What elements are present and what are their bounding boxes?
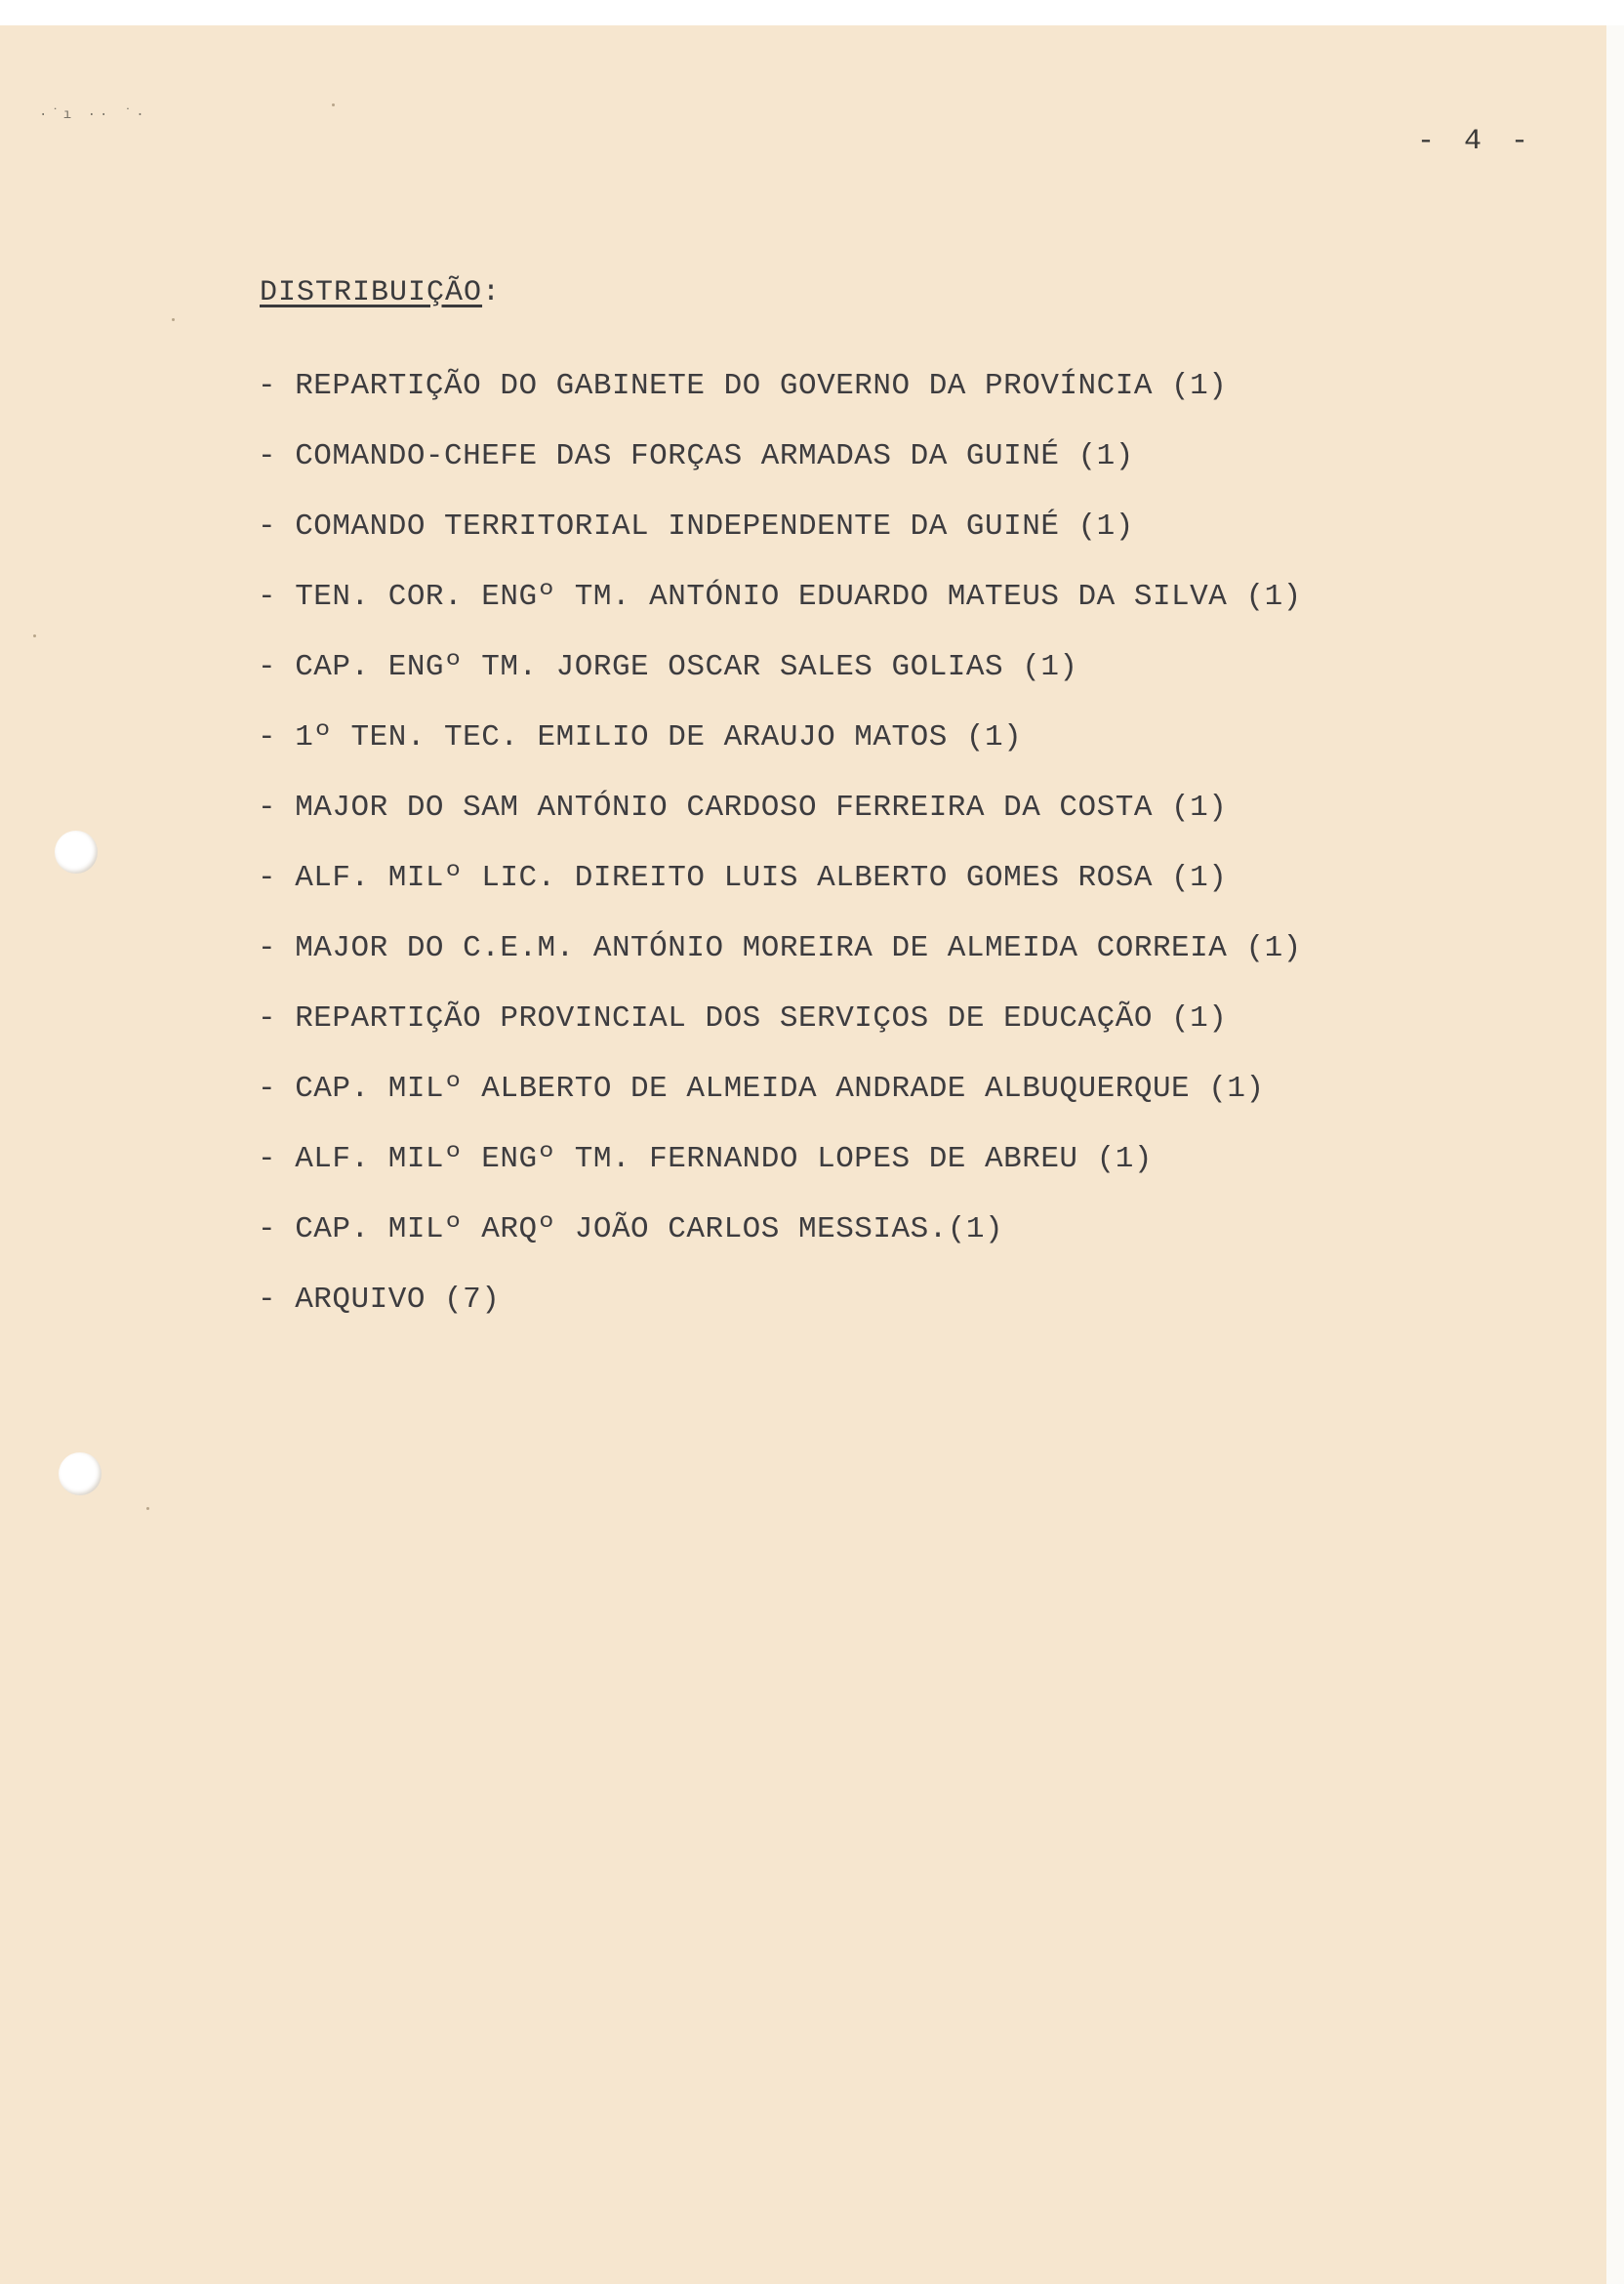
stray-ink-marks: ·˙ı ·· ˙· — [39, 107, 148, 123]
scan-border-right — [1606, 25, 1624, 2284]
punch-hole-lower — [59, 1452, 102, 1495]
paper-speck — [146, 1507, 149, 1510]
distribution-item: - MAJOR DO SAM ANTÓNIO CARDOSO FERREIRA DA COSTA (1) — [258, 791, 1228, 825]
distribution-item: - REPARTIÇÃO PROVINCIAL DOS SERVIÇOS DE EDUCAÇÃO (1) — [258, 1001, 1228, 1036]
paper-speck — [332, 103, 335, 106]
distribution-item: - 1º TEN. TEC. EMILIO DE ARAUJO MATOS (1) — [258, 720, 1023, 755]
distribution-item: - CAP. ENGº TM. JORGE OSCAR SALES GOLIAS (1) — [258, 650, 1078, 684]
distribution-heading-colon: : — [482, 276, 502, 309]
paper-speck — [172, 318, 175, 321]
distribution-list — [258, 364, 1302, 1348]
distribution-item: - MAJOR DO C.E.M. ANTÓNIO MOREIRA DE ALMEIDA CORREIA (1) — [258, 931, 1302, 965]
paper-speck — [33, 634, 36, 637]
distribution-heading — [260, 276, 501, 309]
scan-border-top — [0, 0, 1624, 28]
distribution-item: - ALF. MILº ENGº TM. FERNANDO LOPES DE ABREU (1) — [258, 1142, 1153, 1176]
distribution-item: - TEN. COR. ENGº TM. ANTÓNIO EDUARDO MATEUS DA SILVA (1) — [258, 580, 1302, 614]
distribution-item: - CAP. MILº ALBERTO DE ALMEIDA ANDRADE ALBUQUERQUE (1) — [258, 1072, 1265, 1106]
distribution-item: - ALF. MILº LIC. DIREITO LUIS ALBERTO GOMES ROSA (1) — [258, 861, 1228, 895]
distribution-item: - REPARTIÇÃO DO GABINETE DO GOVERNO DA PROVÍNCIA (1) — [258, 369, 1228, 403]
distribution-heading-text: DISTRIBUIÇÃO — [260, 276, 483, 309]
distribution-item: - CAP. MILº ARQº JOÃO CARLOS MESSIAS.(1) — [258, 1212, 1004, 1246]
punch-hole-upper — [55, 831, 98, 874]
distribution-item: - ARQUIVO (7) — [258, 1283, 501, 1317]
page-number: - 4 - — [1416, 125, 1534, 158]
distribution-item: - COMANDO TERRITORIAL INDEPENDENTE DA GUINÉ (1) — [258, 510, 1134, 544]
distribution-item: - COMANDO-CHEFE DAS FORÇAS ARMADAS DA GUINÉ (1) — [258, 439, 1134, 473]
